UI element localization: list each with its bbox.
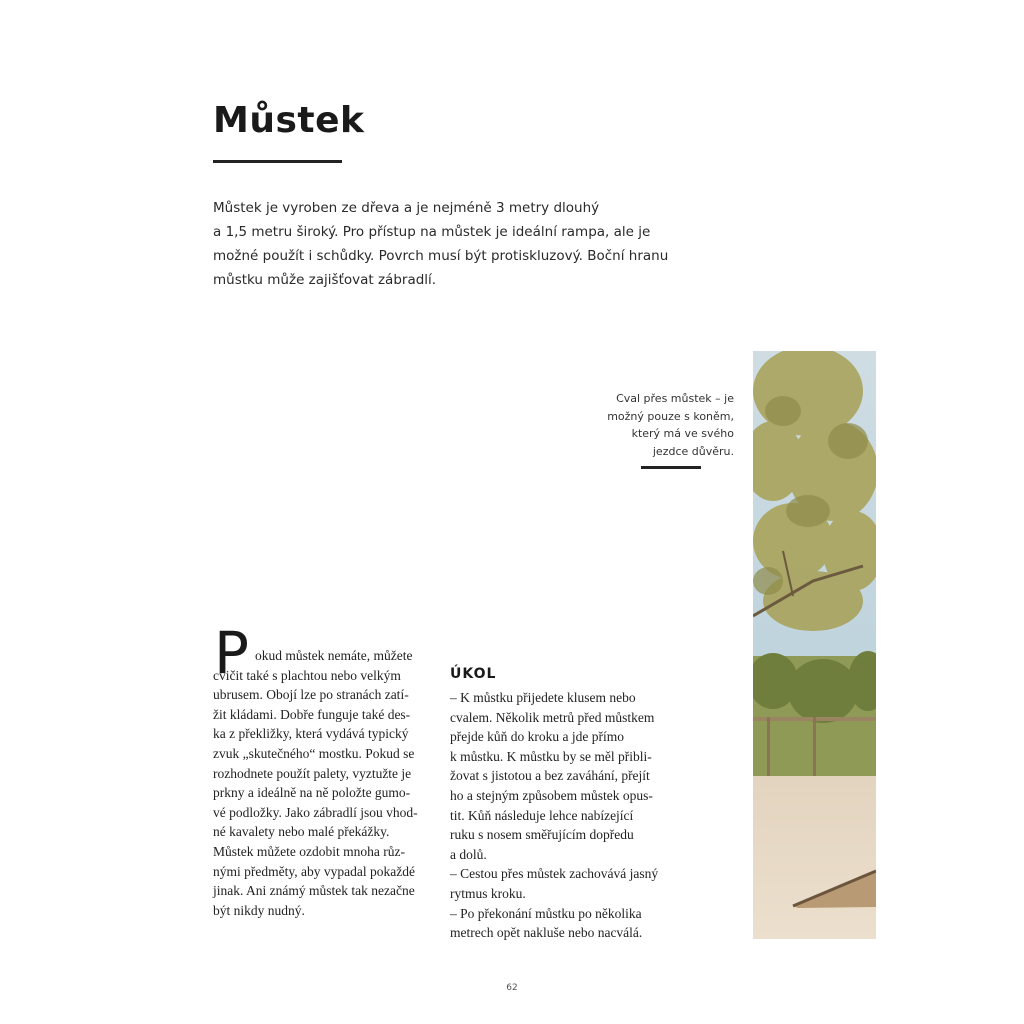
title-underline bbox=[213, 160, 342, 163]
body-text-column bbox=[213, 630, 438, 920]
intro-paragraph bbox=[213, 196, 683, 292]
task-heading: ÚKOL bbox=[450, 666, 497, 682]
body-line: být nikdy nudný. bbox=[213, 902, 305, 918]
page-number: 62 bbox=[506, 983, 518, 993]
body-line: jinak. Ani známý můstek tak nezačne bbox=[213, 883, 415, 899]
task-column bbox=[450, 666, 680, 943]
body-line: ka z překližky, která vydává typický bbox=[213, 726, 409, 742]
caption-line: Cval přes můstek – je bbox=[616, 392, 734, 405]
task-line: cvalem. Několik metrů před můstkem bbox=[450, 709, 655, 725]
task-line: – Po překonání můstku po několika bbox=[450, 905, 642, 921]
task-line: ruku s nosem směřujícím dopředu bbox=[450, 827, 634, 843]
task-line: a dolů. bbox=[450, 846, 487, 862]
intro-line: a 1,5 metru široký. Pro přístup na můstek je ideální rampa, ale je bbox=[213, 224, 651, 240]
task-line: – K můstku přijedete klusem nebo bbox=[450, 690, 636, 705]
task-line: metrech opět nakluše nebo nacválá. bbox=[450, 925, 643, 941]
body-line: zvuk „skutečného“ mostku. Pokud se bbox=[213, 745, 415, 761]
horse-bridge-photo bbox=[753, 351, 876, 939]
caption-line: možný pouze s koněm, bbox=[607, 409, 734, 423]
caption-line: který má ve svého bbox=[631, 427, 734, 440]
intro-line: možné použít i schůdky. Povrch musí být protiskluzový. Boční hranu bbox=[213, 248, 669, 264]
body-line: né kavalety nebo malé překážky. bbox=[213, 824, 390, 840]
body-line: vé podložky. Jako zábradlí jsou vhod- bbox=[213, 804, 418, 820]
task-line: přejde kůň do kroku a jde přímo bbox=[450, 729, 624, 745]
body-line: žit kládami. Dobře funguje také des- bbox=[213, 706, 411, 722]
task-line: rytmus kroku. bbox=[450, 885, 526, 901]
drop-cap: P bbox=[214, 619, 249, 687]
photo-caption bbox=[584, 390, 734, 460]
body-line: prkny a ideálně na ně položte gumo- bbox=[213, 785, 411, 801]
page-title: Můstek bbox=[213, 100, 365, 141]
body-line: rozhodnete použít palety, vyztužte je bbox=[213, 765, 412, 781]
caption-underline bbox=[641, 466, 701, 469]
body-line: cvičit také s plachtou nebo velkým bbox=[213, 667, 401, 683]
intro-line: můstku může zajišťovat zábradlí. bbox=[213, 272, 437, 288]
task-line: žovat s jistotou a bez zaváhání, přejít bbox=[450, 768, 650, 784]
task-line: ho a stejným způsobem můstek opus- bbox=[450, 787, 653, 803]
body-line: okud můstek nemáte, můžete bbox=[255, 648, 413, 663]
task-line: tit. Kůň následuje lehce nabízející bbox=[450, 807, 634, 823]
task-line: – Cestou přes můstek zachovává jasný bbox=[450, 866, 659, 882]
body-line: ubrusem. Obojí lze po stranách zatí- bbox=[213, 687, 409, 703]
caption-line: jezdce důvěru. bbox=[652, 444, 734, 458]
intro-line: Můstek je vyroben ze dřeva a je nejméně 3 metry dlouhý bbox=[213, 200, 600, 216]
task-line: k můstku. K můstku by se měl přibli- bbox=[450, 748, 652, 764]
body-line: Můstek můžete ozdobit mnoha růz- bbox=[213, 843, 405, 859]
body-line: nými předměty, aby vypadal pokaždé bbox=[213, 863, 415, 879]
